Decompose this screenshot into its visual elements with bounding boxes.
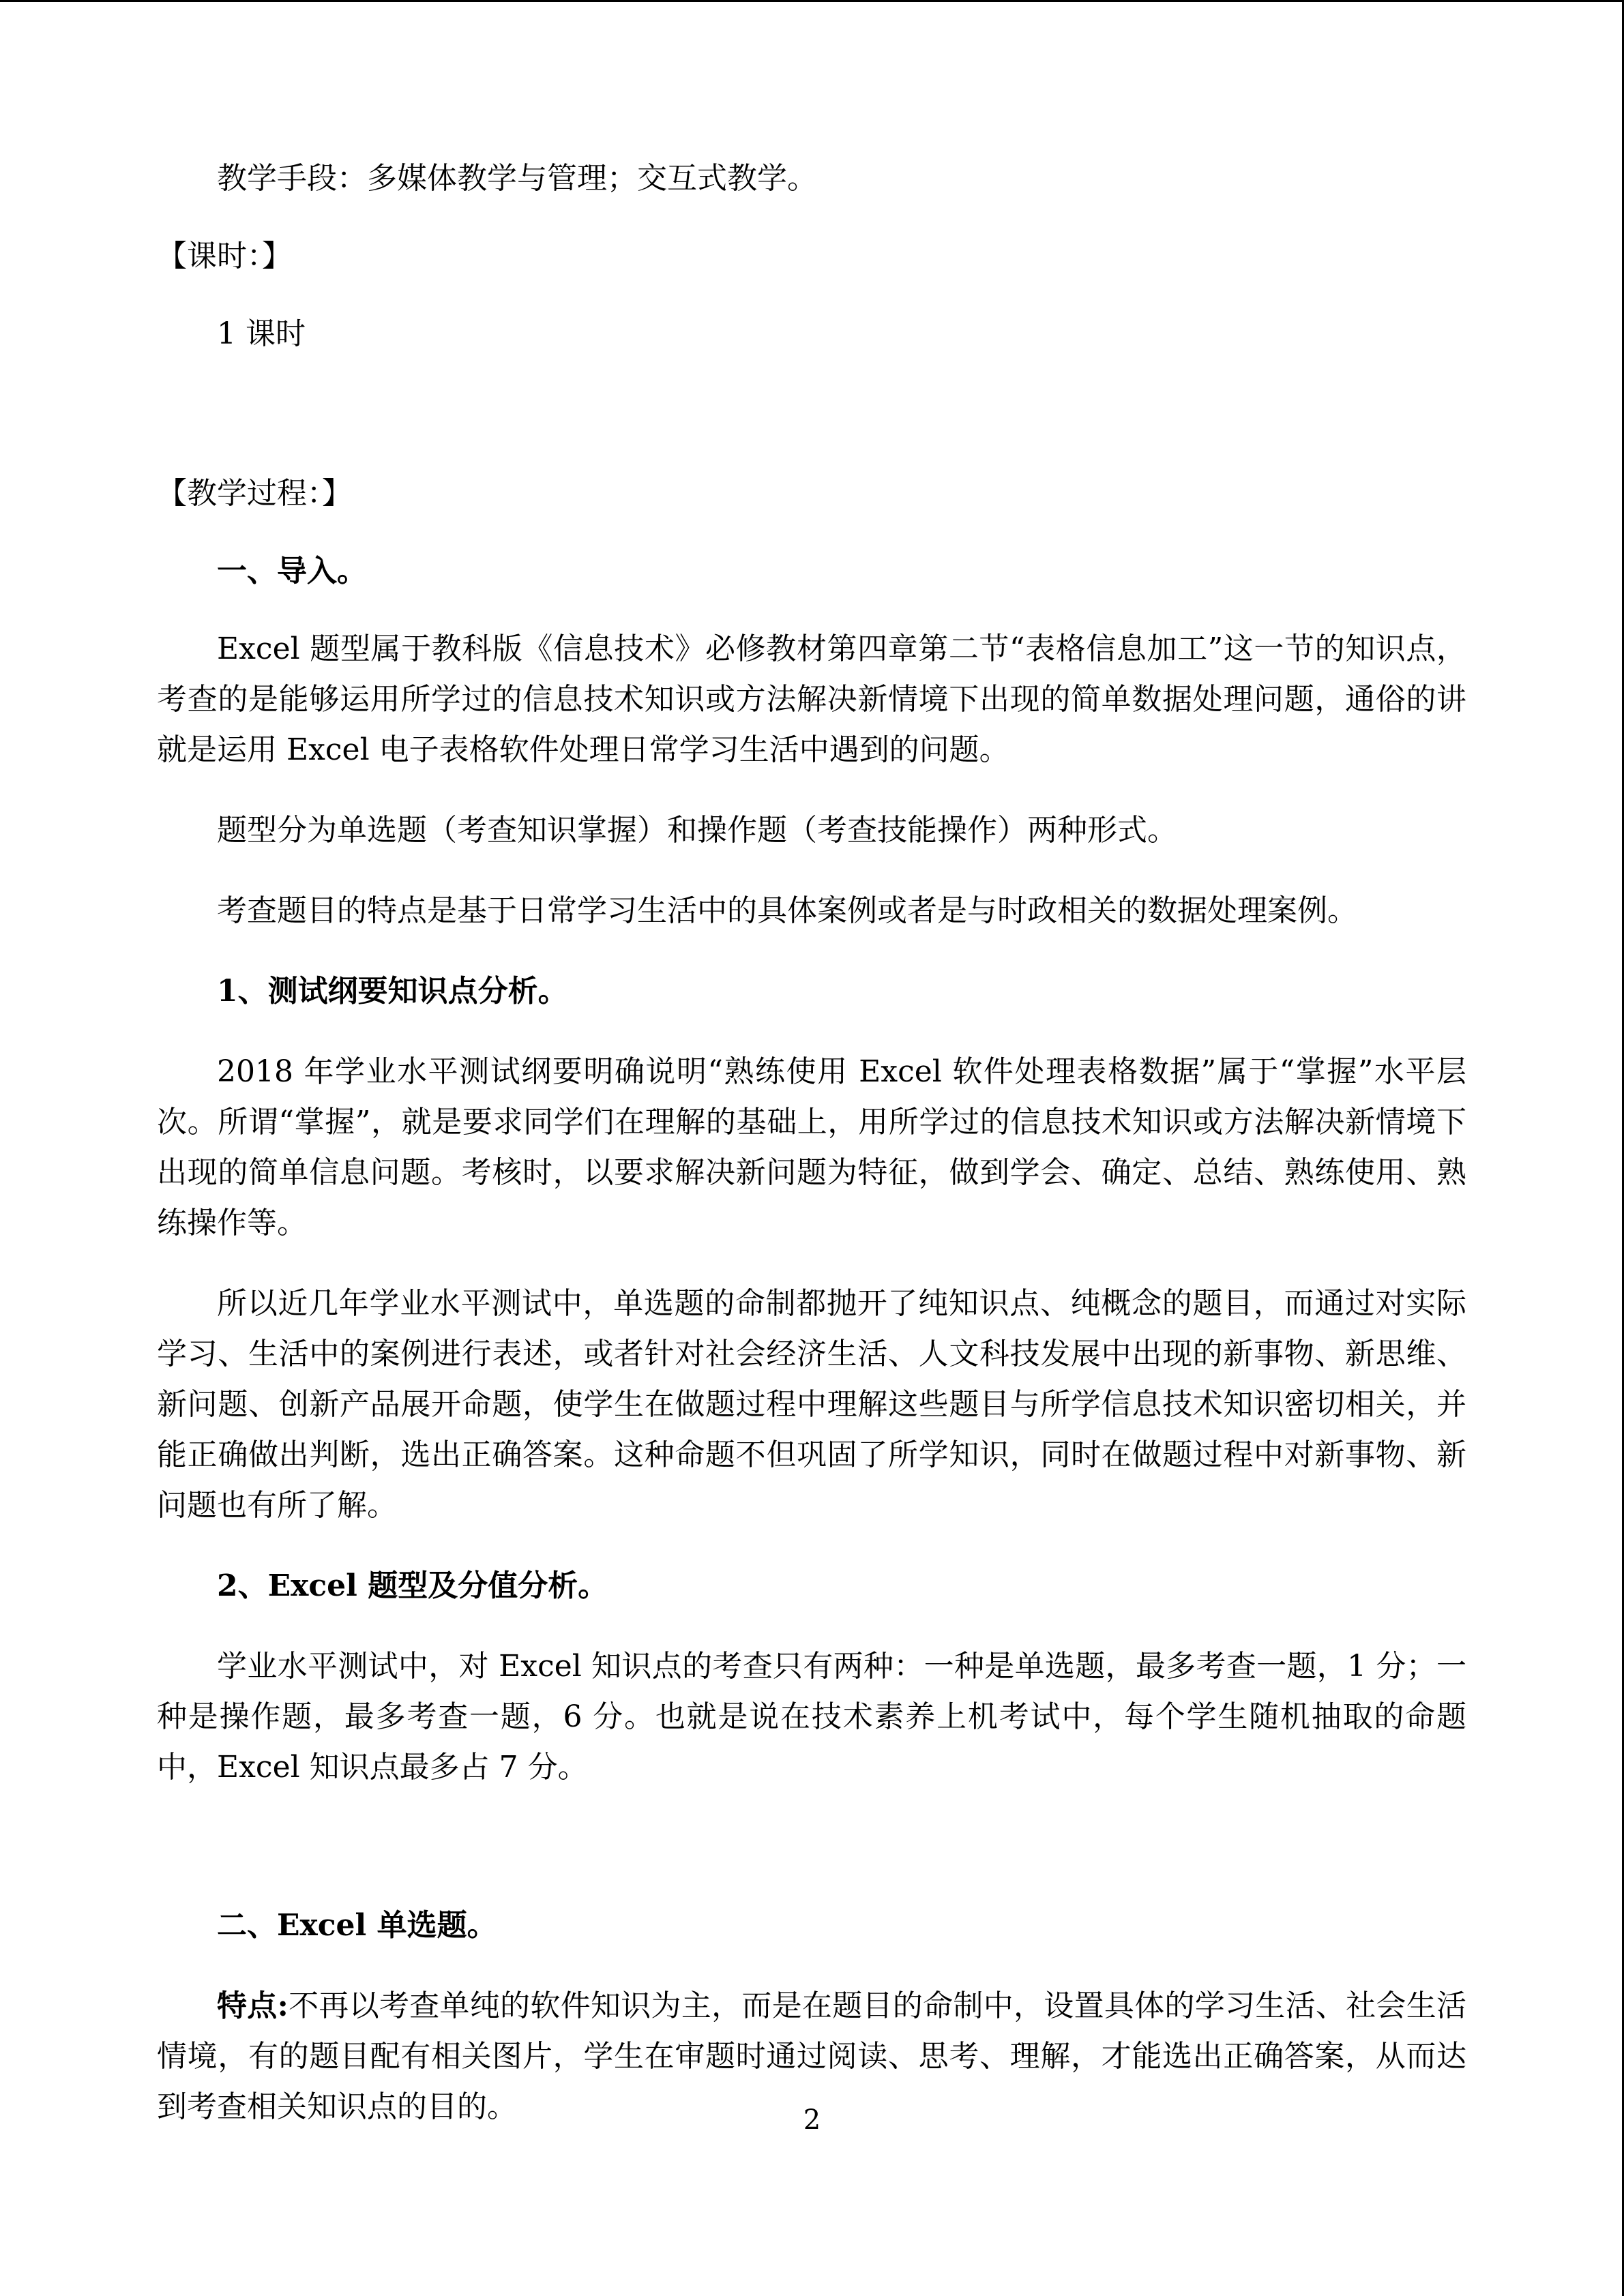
subsection-2-paragraph: 学业水平测试中，对 Excel 知识点的考查只有两种：一种是单选题，最多考查一题，1 分；一种是操作题，最多考查一题，6 分。也就是说在技术素养上机考试中，每个学生随机抽取的命题中，Excel 知识点最多占 7 分。 [157,1649,1466,1785]
class-hours-value: 1 课时 [217,316,306,351]
section-1-title: 一、导入。 [217,554,367,588]
section-2-title: 二、Excel 单选题。 [217,1908,497,1943]
page-number: 2 [803,2104,821,2136]
process-heading: 【教学过程：】 [157,476,352,511]
feature-text: 不再以考查单纯的软件知识为主，而是在题目的命制中，设置具体的学习生活、社会生活情境，有的题目配有相关图片，学生在审题时通过阅读、思考、理解，才能选出正确答案，从而达到考查相关知识点的目的。 [157,1988,1467,2124]
subsection-1-paragraph-2: 所以近几年学业水平测试中，单选题的命制都抛开了纯知识点、纯概念的题目，而通过对实际学习、生活中的案例进行表述，或者针对社会经济生活、人文科技发展中出现的新事物、新思维、新问题、创新产品展开命题，使学生在做题过程中理解这些题目与所学信息技术知识密切相关，并能正确做出判断，选出正确答案。这种命题不但巩固了所学知识，同时在做题过程中对新事物、新问题也有所了解。 [157,1286,1466,1523]
subsection-1-title: 1、测试纲要知识点分析。 [217,974,568,1009]
subsection-1-paragraph-1: 2018 年学业水平测试纲要明确说明“熟练使用 Excel 软件处理表格数据”属于“掌握”水平层次。所谓“掌握”，就是要求同学们在理解的基础上，用所学过的信息技术知识或方法解决新情境下出现的简单信息问题。考核时，以要求解决新问题为特征，做到学会、确定、总结、熟练使用、熟练操作等。 [157,1054,1467,1240]
class-hours-heading: 【课时：】 [157,239,292,273]
teaching-means: 教学手段：多媒体教学与管理；交互式教学。 [217,161,817,196]
page-content [157,153,1466,2132]
feature-label: 特点: [217,1988,289,2023]
intro-paragraph-2: 题型分为单选题（考查知识掌握）和操作题（考查技能操作）两种形式。 [217,813,1177,848]
intro-paragraph-1: Excel 题型属于教科版《信息技术》必修教材第四章第二节“表格信息加工”这一节的知识点，考查的是能够运用所学过的信息技术知识或方法解决新情境下出现的简单数据处理问题，通俗的讲就是运用 Excel 电子表格软件处理日常学习生活中遇到的问题。 [157,631,1466,767]
subsection-2-title: 2、Excel 题型及分值分析。 [217,1568,608,1603]
intro-paragraph-3: 考查题目的特点是基于日常学习生活中的具体案例或者是与时政相关的数据处理案例。 [217,893,1357,928]
